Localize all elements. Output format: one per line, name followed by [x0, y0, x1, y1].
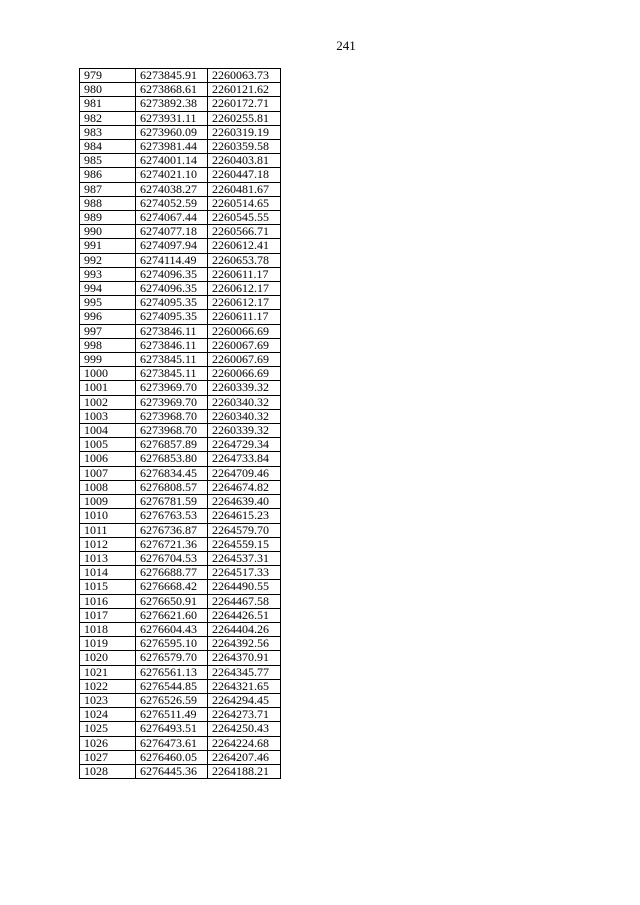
- x-coordinate-cell: 6274096.35: [136, 267, 208, 281]
- y-coordinate-cell: 2264639.40: [208, 495, 281, 509]
- table-row: [80, 750, 281, 764]
- x-coordinate-cell: 6276621.60: [136, 608, 208, 622]
- table-row: [80, 594, 281, 608]
- y-coordinate-cell: 2260067.69: [208, 338, 281, 352]
- x-coordinate-cell: 6273892.38: [136, 97, 208, 111]
- x-coordinate-cell: 6273969.70: [136, 381, 208, 395]
- y-coordinate-cell: 2260172.71: [208, 97, 281, 111]
- point-number-cell: 1016: [80, 594, 136, 608]
- table-row: [80, 537, 281, 551]
- table-row: [80, 722, 281, 736]
- point-number-cell: 988: [80, 196, 136, 210]
- y-coordinate-cell: 2264467.58: [208, 594, 281, 608]
- table-row: [80, 622, 281, 636]
- y-coordinate-cell: 2264537.31: [208, 551, 281, 565]
- point-number-cell: 986: [80, 168, 136, 182]
- table-row: [80, 452, 281, 466]
- x-coordinate-cell: 6276473.61: [136, 736, 208, 750]
- y-coordinate-cell: 2260359.58: [208, 140, 281, 154]
- x-coordinate-cell: 6274114.49: [136, 253, 208, 267]
- x-coordinate-cell: 6274095.35: [136, 310, 208, 324]
- y-coordinate-cell: 2260612.41: [208, 239, 281, 253]
- y-coordinate-cell: 2260067.69: [208, 353, 281, 367]
- y-coordinate-cell: 2260339.32: [208, 424, 281, 438]
- x-coordinate-cell: 6276853.80: [136, 452, 208, 466]
- table-row: [80, 736, 281, 750]
- table-row: [80, 211, 281, 225]
- table-row: [80, 125, 281, 139]
- x-coordinate-cell: 6276526.59: [136, 693, 208, 707]
- x-coordinate-cell: 6274001.14: [136, 154, 208, 168]
- y-coordinate-cell: 2260514.65: [208, 196, 281, 210]
- y-coordinate-cell: 2264273.71: [208, 708, 281, 722]
- y-coordinate-cell: 2260612.17: [208, 296, 281, 310]
- x-coordinate-cell: 6274077.18: [136, 225, 208, 239]
- x-coordinate-cell: 6273968.70: [136, 424, 208, 438]
- point-number-cell: 1014: [80, 566, 136, 580]
- point-number-cell: 1001: [80, 381, 136, 395]
- y-coordinate-cell: 2264674.82: [208, 480, 281, 494]
- table-row: [80, 97, 281, 111]
- point-number-cell: 1015: [80, 580, 136, 594]
- point-number-cell: 1013: [80, 551, 136, 565]
- y-coordinate-cell: 2264615.23: [208, 509, 281, 523]
- x-coordinate-cell: 6273969.70: [136, 395, 208, 409]
- table-row: [80, 182, 281, 196]
- y-coordinate-cell: 2260545.55: [208, 211, 281, 225]
- table-row: [80, 239, 281, 253]
- y-coordinate-cell: 2260063.73: [208, 69, 281, 83]
- point-number-cell: 1000: [80, 367, 136, 381]
- y-coordinate-cell: 2264345.77: [208, 665, 281, 679]
- y-coordinate-cell: 2260611.17: [208, 310, 281, 324]
- table-row: [80, 438, 281, 452]
- x-coordinate-cell: 6274095.35: [136, 296, 208, 310]
- y-coordinate-cell: 2264729.34: [208, 438, 281, 452]
- table-row: [80, 495, 281, 509]
- y-coordinate-cell: 2260403.81: [208, 154, 281, 168]
- y-coordinate-cell: 2264517.33: [208, 566, 281, 580]
- y-coordinate-cell: 2260066.69: [208, 367, 281, 381]
- y-coordinate-cell: 2260653.78: [208, 253, 281, 267]
- y-coordinate-cell: 2264579.70: [208, 523, 281, 537]
- point-number-cell: 1020: [80, 651, 136, 665]
- point-number-cell: 995: [80, 296, 136, 310]
- table-row: [80, 154, 281, 168]
- table-row: [80, 580, 281, 594]
- y-coordinate-cell: 2260121.62: [208, 83, 281, 97]
- x-coordinate-cell: 6273846.11: [136, 338, 208, 352]
- x-coordinate-cell: 6274097.94: [136, 239, 208, 253]
- point-number-cell: 992: [80, 253, 136, 267]
- y-coordinate-cell: 2260319.19: [208, 125, 281, 139]
- y-coordinate-cell: 2264370.91: [208, 651, 281, 665]
- point-number-cell: 1026: [80, 736, 136, 750]
- table-row: [80, 168, 281, 182]
- y-coordinate-cell: 2260611.17: [208, 267, 281, 281]
- y-coordinate-cell: 2260566.71: [208, 225, 281, 239]
- point-number-cell: 1024: [80, 708, 136, 722]
- x-coordinate-cell: 6276857.89: [136, 438, 208, 452]
- table-row: [80, 395, 281, 409]
- point-number-cell: 998: [80, 338, 136, 352]
- point-number-cell: 1005: [80, 438, 136, 452]
- x-coordinate-cell: 6276493.51: [136, 722, 208, 736]
- point-number-cell: 1012: [80, 537, 136, 551]
- point-number-cell: 993: [80, 267, 136, 281]
- table-row: [80, 69, 281, 83]
- point-number-cell: 1028: [80, 764, 136, 778]
- point-number-cell: 997: [80, 324, 136, 338]
- x-coordinate-cell: 6273931.11: [136, 111, 208, 125]
- table-row: [80, 665, 281, 679]
- table-row: [80, 480, 281, 494]
- y-coordinate-cell: 2264392.56: [208, 637, 281, 651]
- y-coordinate-cell: 2264404.26: [208, 622, 281, 636]
- point-number-cell: 1010: [80, 509, 136, 523]
- y-coordinate-cell: 2264321.65: [208, 679, 281, 693]
- x-coordinate-cell: 6276736.87: [136, 523, 208, 537]
- point-number-cell: 996: [80, 310, 136, 324]
- point-number-cell: 979: [80, 69, 136, 83]
- point-number-cell: 1023: [80, 693, 136, 707]
- point-number-cell: 1002: [80, 395, 136, 409]
- point-number-cell: 990: [80, 225, 136, 239]
- table-row: [80, 566, 281, 580]
- x-coordinate-cell: 6276704.53: [136, 551, 208, 565]
- point-number-cell: 999: [80, 353, 136, 367]
- y-coordinate-cell: 2260066.69: [208, 324, 281, 338]
- table-row: [80, 637, 281, 651]
- x-coordinate-cell: 6276604.43: [136, 622, 208, 636]
- point-number-cell: 984: [80, 140, 136, 154]
- coordinate-table-body: [80, 69, 281, 779]
- y-coordinate-cell: 2260612.17: [208, 282, 281, 296]
- x-coordinate-cell: 6274096.35: [136, 282, 208, 296]
- point-number-cell: 1009: [80, 495, 136, 509]
- y-coordinate-cell: 2264188.21: [208, 764, 281, 778]
- table-row: [80, 409, 281, 423]
- x-coordinate-cell: 6274038.27: [136, 182, 208, 196]
- x-coordinate-cell: 6273868.61: [136, 83, 208, 97]
- table-row: [80, 282, 281, 296]
- point-number-cell: 1006: [80, 452, 136, 466]
- point-number-cell: 1017: [80, 608, 136, 622]
- point-number-cell: 1022: [80, 679, 136, 693]
- x-coordinate-cell: 6276595.10: [136, 637, 208, 651]
- point-number-cell: 987: [80, 182, 136, 196]
- point-number-cell: 1011: [80, 523, 136, 537]
- x-coordinate-cell: 6276511.49: [136, 708, 208, 722]
- y-coordinate-cell: 2264224.68: [208, 736, 281, 750]
- x-coordinate-cell: 6276688.77: [136, 566, 208, 580]
- y-coordinate-cell: 2264207.46: [208, 750, 281, 764]
- y-coordinate-cell: 2264294.45: [208, 693, 281, 707]
- point-number-cell: 1025: [80, 722, 136, 736]
- y-coordinate-cell: 2260339.32: [208, 381, 281, 395]
- x-coordinate-cell: 6274052.59: [136, 196, 208, 210]
- point-number-cell: 1008: [80, 480, 136, 494]
- table-row: [80, 708, 281, 722]
- point-number-cell: 994: [80, 282, 136, 296]
- x-coordinate-cell: 6276650.91: [136, 594, 208, 608]
- table-row: [80, 367, 281, 381]
- coordinate-table: [79, 68, 281, 779]
- point-number-cell: 989: [80, 211, 136, 225]
- point-number-cell: 1021: [80, 665, 136, 679]
- x-coordinate-cell: 6273845.11: [136, 353, 208, 367]
- x-coordinate-cell: 6276579.70: [136, 651, 208, 665]
- y-coordinate-cell: 2264559.15: [208, 537, 281, 551]
- y-coordinate-cell: 2264250.43: [208, 722, 281, 736]
- table-row: [80, 651, 281, 665]
- table-row: [80, 353, 281, 367]
- x-coordinate-cell: 6276668.42: [136, 580, 208, 594]
- point-number-cell: 981: [80, 97, 136, 111]
- table-row: [80, 509, 281, 523]
- x-coordinate-cell: 6273845.11: [136, 367, 208, 381]
- table-row: [80, 764, 281, 778]
- table-row: [80, 693, 281, 707]
- point-number-cell: 982: [80, 111, 136, 125]
- table-row: [80, 296, 281, 310]
- point-number-cell: 1007: [80, 466, 136, 480]
- y-coordinate-cell: 2260481.67: [208, 182, 281, 196]
- table-row: [80, 111, 281, 125]
- table-row: [80, 310, 281, 324]
- table-row: [80, 338, 281, 352]
- x-coordinate-cell: 6273845.91: [136, 69, 208, 83]
- table-row: [80, 551, 281, 565]
- point-number-cell: 991: [80, 239, 136, 253]
- table-row: [80, 140, 281, 154]
- x-coordinate-cell: 6273960.09: [136, 125, 208, 139]
- table-row: [80, 324, 281, 338]
- table-row: [80, 83, 281, 97]
- table-row: [80, 381, 281, 395]
- point-number-cell: 1018: [80, 622, 136, 636]
- x-coordinate-cell: 6274067.44: [136, 211, 208, 225]
- y-coordinate-cell: 2260255.81: [208, 111, 281, 125]
- x-coordinate-cell: 6276445.36: [136, 764, 208, 778]
- y-coordinate-cell: 2260340.32: [208, 395, 281, 409]
- page-number: 241: [336, 38, 356, 53]
- table-row: [80, 608, 281, 622]
- y-coordinate-cell: 2260447.18: [208, 168, 281, 182]
- point-number-cell: 983: [80, 125, 136, 139]
- x-coordinate-cell: 6276460.05: [136, 750, 208, 764]
- point-number-cell: 1003: [80, 409, 136, 423]
- x-coordinate-cell: 6276808.57: [136, 480, 208, 494]
- x-coordinate-cell: 6273968.70: [136, 409, 208, 423]
- table-row: [80, 267, 281, 281]
- table-row: [80, 466, 281, 480]
- table-row: [80, 523, 281, 537]
- point-number-cell: 1004: [80, 424, 136, 438]
- x-coordinate-cell: 6276781.59: [136, 495, 208, 509]
- y-coordinate-cell: 2264426.51: [208, 608, 281, 622]
- table-row: [80, 424, 281, 438]
- x-coordinate-cell: 6276721.36: [136, 537, 208, 551]
- y-coordinate-cell: 2260340.32: [208, 409, 281, 423]
- x-coordinate-cell: 6276763.53: [136, 509, 208, 523]
- x-coordinate-cell: 6273981.44: [136, 140, 208, 154]
- point-number-cell: 980: [80, 83, 136, 97]
- x-coordinate-cell: 6274021.10: [136, 168, 208, 182]
- x-coordinate-cell: 6276544.85: [136, 679, 208, 693]
- table-row: [80, 225, 281, 239]
- table-row: [80, 253, 281, 267]
- table-row: [80, 679, 281, 693]
- y-coordinate-cell: 2264733.84: [208, 452, 281, 466]
- point-number-cell: 1019: [80, 637, 136, 651]
- table-row: [80, 196, 281, 210]
- x-coordinate-cell: 6276561.13: [136, 665, 208, 679]
- y-coordinate-cell: 2264709.46: [208, 466, 281, 480]
- point-number-cell: 1027: [80, 750, 136, 764]
- x-coordinate-cell: 6276834.45: [136, 466, 208, 480]
- y-coordinate-cell: 2264490.55: [208, 580, 281, 594]
- point-number-cell: 985: [80, 154, 136, 168]
- x-coordinate-cell: 6273846.11: [136, 324, 208, 338]
